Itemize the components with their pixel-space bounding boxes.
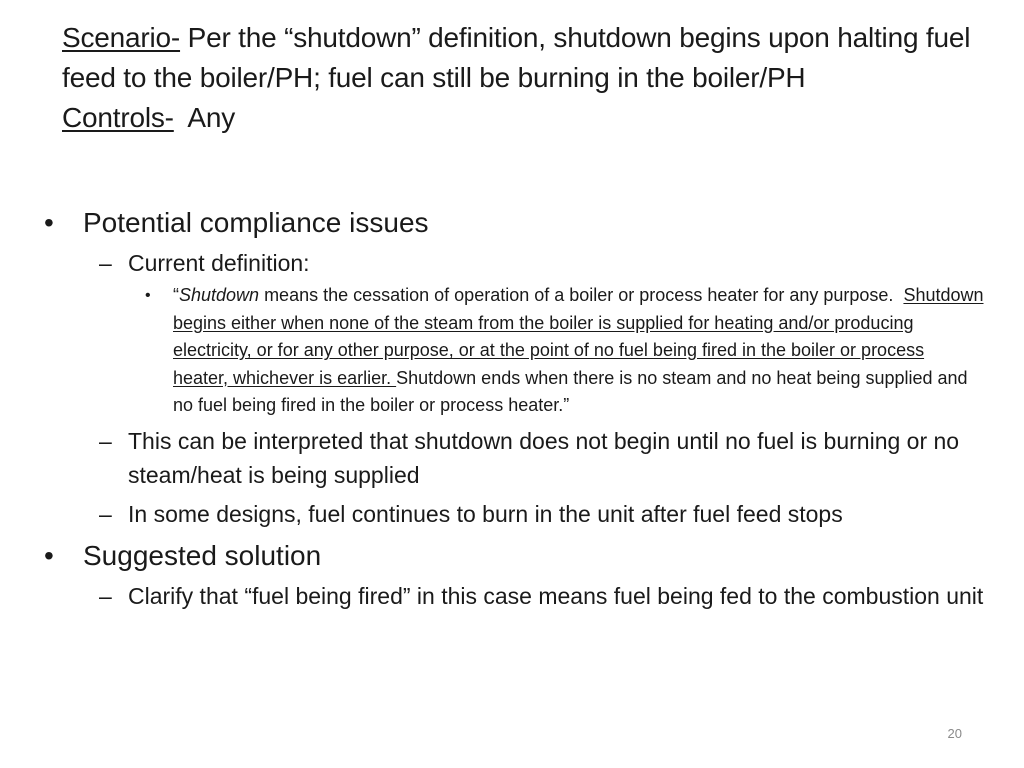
scenario-label: Scenario- xyxy=(62,22,181,53)
controls-text: Any xyxy=(173,102,236,133)
subbullet-text: Clarify that “fuel being fired” in this case means fuel being fed to the combustion unit xyxy=(128,582,984,609)
subbullet-current-definition xyxy=(44,246,994,280)
definition-quote xyxy=(44,282,994,420)
slide-title xyxy=(62,18,982,138)
subbullet-text: In some designs, fuel continues to burn in the unit after fuel feed stops xyxy=(128,500,843,527)
bullet-marker: • xyxy=(145,287,151,304)
subbullet-clarify xyxy=(44,579,994,613)
controls-label: Controls- xyxy=(62,102,174,133)
dash-marker: – xyxy=(99,250,112,276)
dash-marker: – xyxy=(99,500,112,527)
quote-text-part2: Shutdown ends when there is no steam and no heat being supplied and no fuel being fired in the boiler or process heater.” xyxy=(173,367,968,415)
scenario-text: Per the “shutdown” definition, shutdown begins upon halting fuel feed to the boiler/PH; fuel can still be burning in the boiler/PH xyxy=(62,22,971,93)
page-number: 20 xyxy=(947,726,962,741)
bullet-marker: • xyxy=(44,207,54,238)
slide-body xyxy=(44,203,994,613)
subbullet-text: This can be interpreted that shutdown does not begin until no fuel is burning or no steam/heat is being supplied xyxy=(128,427,960,488)
dash-marker: – xyxy=(99,427,112,454)
subbullet-interpretation xyxy=(44,424,994,492)
shutdown-term: Shutdown xyxy=(179,285,260,305)
bullet-text: Potential compliance issues xyxy=(83,207,429,238)
bullet-text: Suggested solution xyxy=(83,539,322,571)
dash-marker: – xyxy=(99,582,112,609)
subbullet-text: Current definition: xyxy=(128,250,310,276)
quote-text-part1: means the cessation of operation of a boiler or process heater for any purpose. xyxy=(259,285,904,305)
bullet-potential-issues xyxy=(44,203,994,243)
subbullet-designs xyxy=(44,497,994,531)
bullet-suggested-solution xyxy=(44,536,994,576)
bullet-marker: • xyxy=(44,539,54,571)
open-quote: “ xyxy=(173,285,179,305)
quote-underlined-text: Shutdown begins either when none of the steam from the boiler is supplied for heating and/or producing electricity, or for any other purpose, or at the point of no fuel being fired in the boiler or process heater, whichever is earlier. xyxy=(173,285,984,388)
